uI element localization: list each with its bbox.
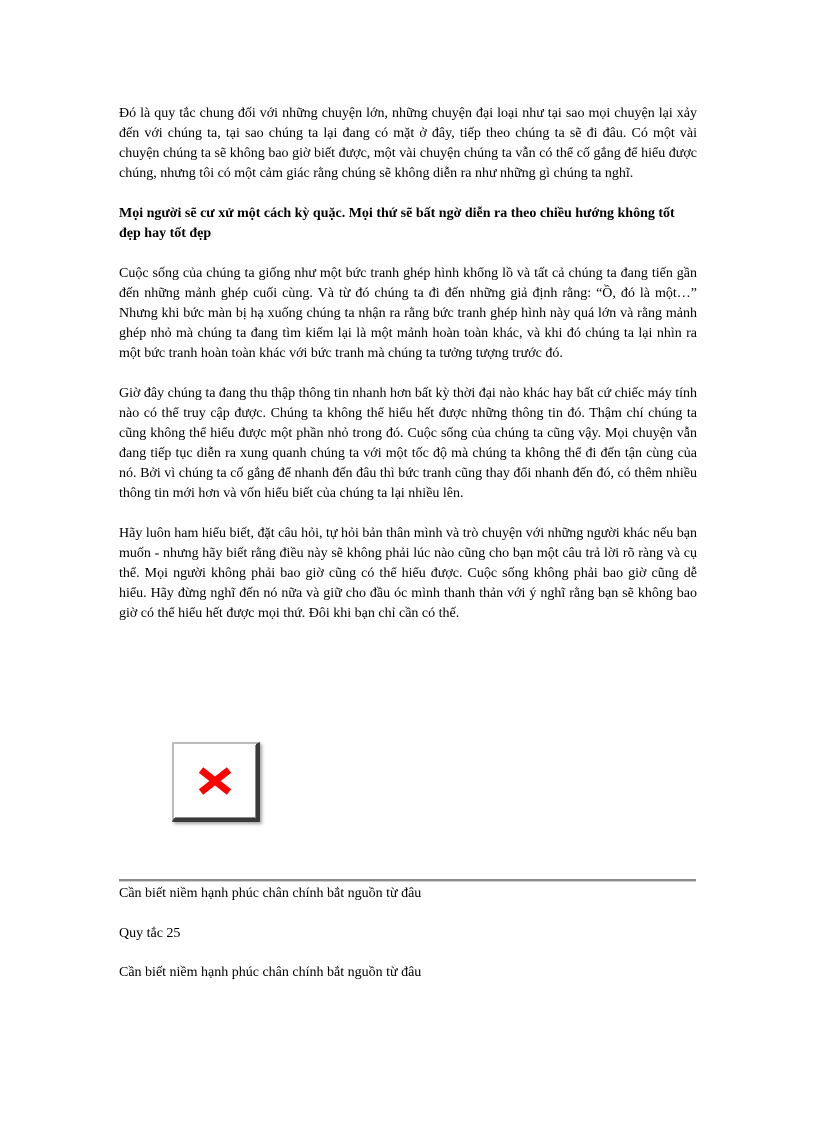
horizontal-divider xyxy=(119,879,696,882)
footer-title: Cần biết niềm hạnh phúc chân chính bắt nguồn từ đâu xyxy=(119,886,422,901)
paragraph-information: Giờ đây chúng ta đang thu thập thông tin nhanh hơn bất kỳ thời đại nào khác hay bất cứ chiếc máy tính nào có thể truy cập được. Chúng ta không thể hiểu hết được những thông tin đó. Thậm chí chúng ta cũng không thể hiểu được một phần nhỏ trong đó. Cuộc sống của chúng ta cũng vậy. Mọi chuyện vẫn đang tiếp tục diễn ra xung quanh chúng ta với một tốc độ mà chúng ta không thể đi đến tận cùng của nó. Bởi vì chúng ta cố gắng để nhanh đến đâu thì bức tranh cũng thay đổi nhanh đến đó, có thêm nhiều thông tin mới hơn và vốn hiểu biết của chúng ta lại nhiều lên. xyxy=(119,386,697,501)
footer-rule-number: Quy tắc 25 xyxy=(119,926,181,941)
section-heading: Mọi người sẽ cư xử một cách kỳ quặc. Mọi thứ sẽ bất ngờ diễn ra theo chiều hướng không tốt đẹp hay tốt đẹp xyxy=(119,206,675,241)
document-body xyxy=(119,104,697,624)
paragraph-curiosity: Hãy luôn ham hiểu biết, đặt câu hỏi, tự hỏi bản thân mình và trò chuyện với những người khác nếu bạn muốn - nhưng hãy biết rằng điều này sẽ không phải lúc nào cũng cho bạn một câu trả lời rõ ràng và cụ thể. Mọi người không phải bao giờ cũng có thể hiểu được. Cuộc sống không phải bao giờ cũng dễ hiểu. Hãy đừng nghĩ đến nó nữa và giữ cho đầu óc mình thanh thản với ý nghĩ rằng bạn sẽ không bao giờ có thể hiểu hết được mọi thứ. Đôi khi bạn chỉ cần có thế. xyxy=(119,526,697,621)
footer-title-repeat: Cần biết niềm hạnh phúc chân chính bắt nguồn từ đâu xyxy=(119,965,422,980)
paragraph-rule-general: Đó là quy tắc chung đối với những chuyện lớn, những chuyện đại loại như tại sao mọi chuyện lại xảy đến với chúng ta, tại sao chúng ta lại đang có mặt ở đây, tiếp theo chúng ta sẽ đi đâu. Có một vài chuyện chúng ta sẽ không bao giờ biết được, một vài chuyện chúng ta vẫn có thể cố gắng để hiểu được chúng, nhưng tôi có một cảm giác rằng chúng sẽ không diễn ra như những gì chúng ta nghĩ. xyxy=(119,106,697,181)
broken-image-icon xyxy=(195,766,235,796)
broken-image-placeholder xyxy=(172,742,260,822)
paragraph-puzzle: Cuộc sống của chúng ta giống như một bức tranh ghép hình khổng lồ và tất cả chúng ta đang tiến gần đến những mảnh ghép cuối cùng. Và từ đó chúng ta đi đến những giả định rằng: “Ồ, đó là một…” Nhưng khi bức màn bị hạ xuống chúng ta nhận ra rằng bức tranh ghép hình này quá lớn và rằng mảnh ghép nhỏ mà chúng ta đang tìm kiếm lại là một mảnh hoàn toàn khác, và khi đó chúng ta lại nhìn ra một bức tranh hoàn toàn khác với bức tranh mà chúng ta tưởng tượng trước đó. xyxy=(119,266,697,361)
